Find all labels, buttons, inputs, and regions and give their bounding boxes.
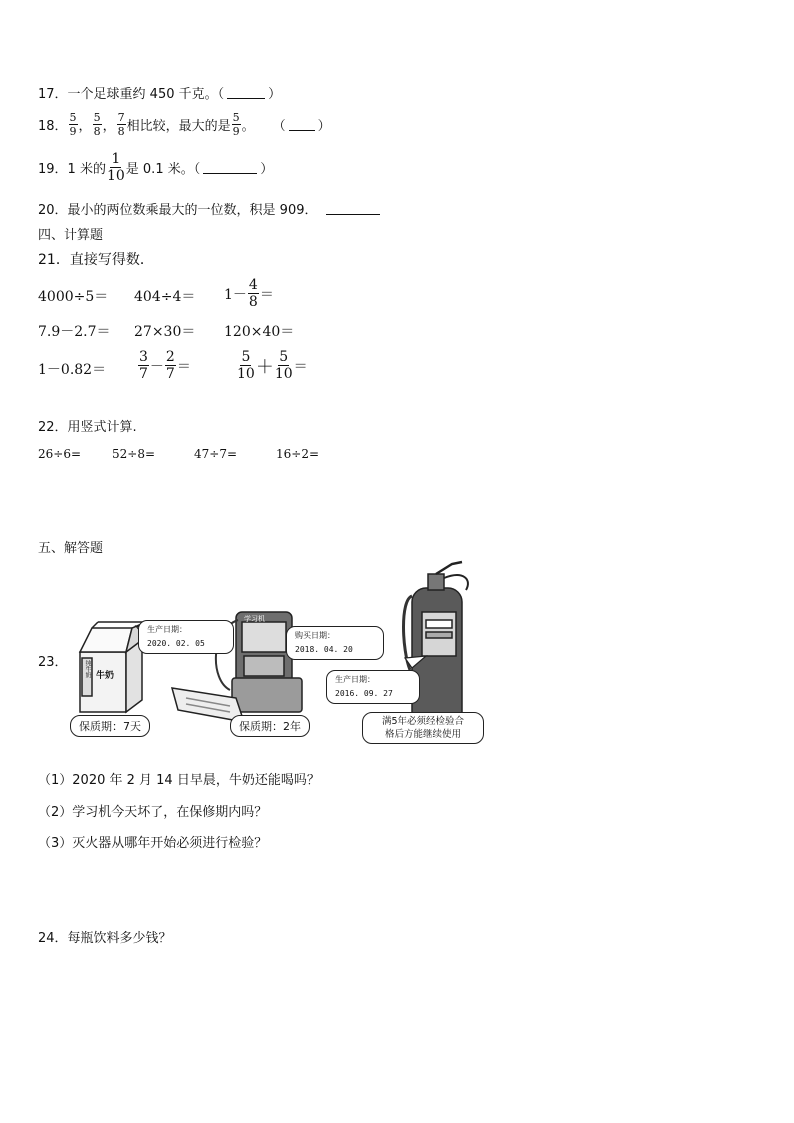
question-22-title: 22．用竖式计算. xyxy=(38,420,137,435)
fraction: $\frac{5}{8}$ xyxy=(93,111,101,138)
carton-side-label: 纯牛奶 xyxy=(84,660,91,678)
question-number: 19． xyxy=(38,162,68,177)
vertical-calc-item: 52÷8= xyxy=(112,447,156,461)
question-23-illustration xyxy=(60,560,490,755)
calc-item: 27×30＝ xyxy=(134,324,196,340)
carton-label: 牛奶 xyxy=(96,671,115,681)
note-line: 满5年必须经检验合 xyxy=(381,716,465,727)
calc-item: 1－ $\frac{4}{8}$ ＝ xyxy=(224,277,274,310)
separator: ， xyxy=(78,119,92,134)
calc-item: 404÷4＝ xyxy=(134,289,196,305)
sub-question: （1）2020 年 2 月 14 日早晨，牛奶还能喝吗？ xyxy=(38,773,320,788)
sub-question: （2）学习机今天坏了，在保修期内吗？ xyxy=(38,805,268,820)
section-heading: 四、计算题 xyxy=(38,228,104,243)
calc-item: $\frac{3}{7}$ － $\frac{2}{7}$ ＝ xyxy=(139,349,191,382)
extinguisher-note xyxy=(362,712,484,744)
question-21-title: 21．直接写得数． xyxy=(38,252,154,268)
question-20 xyxy=(38,199,383,218)
calc-item: 1－0.82＝ xyxy=(38,362,107,378)
question-17 xyxy=(38,83,281,102)
machine-date-bubble xyxy=(286,626,384,660)
date-value: 2016. 09. 27 xyxy=(335,689,393,698)
extinguisher-date-bubble xyxy=(326,670,420,704)
question-number: 20． xyxy=(38,203,68,218)
calc-item: 120×40＝ xyxy=(224,324,295,340)
fraction: $\frac{1}{10}$ xyxy=(106,151,125,184)
paren-close: ） xyxy=(268,87,282,102)
machine-warranty: 保质期：2年 xyxy=(230,715,310,737)
section-heading: 五、解答题 xyxy=(38,541,104,556)
fraction: $\frac{5}{9}$ xyxy=(69,111,77,138)
question-number: 23． xyxy=(38,655,68,670)
calc-item: 7.9－2.7＝ xyxy=(38,324,111,340)
answer-blank[interactable] xyxy=(227,86,265,99)
paren-open: （ xyxy=(272,119,286,134)
question-24: 24．每瓶饮料多少钱？ xyxy=(38,931,172,946)
label: 购买日期： xyxy=(295,631,335,640)
milk-shelf-life: 保质期：7天 xyxy=(70,715,150,737)
fraction: $\frac{4}{8}$ xyxy=(248,277,258,310)
fraction: $\frac{3}{7}$ xyxy=(139,349,148,382)
question-text: 最小的两位数乘最大的一位数，积是 909． xyxy=(67,203,318,218)
paren-close: ） xyxy=(317,119,331,134)
date-value: 2018. 04. 20 xyxy=(295,645,353,654)
label: 生产日期： xyxy=(335,675,375,684)
machine-screen-label: 学习机 xyxy=(244,615,265,623)
answer-blank[interactable] xyxy=(289,118,315,131)
question-text: 一个足球重约 450 千克。（ xyxy=(67,87,225,102)
date-value: 2020. 02. 05 xyxy=(147,639,205,648)
sub-question: （3）灭火器从哪年开始必须进行检验？ xyxy=(38,836,268,851)
question-text: 是 0.1 米。（ xyxy=(125,162,201,177)
vertical-calc-item: 16÷2= xyxy=(276,447,320,461)
calc-item: 4000÷5＝ xyxy=(38,289,109,305)
milk-date-bubble xyxy=(138,620,234,654)
fraction: $\frac{7}{8}$ xyxy=(117,111,125,138)
period: 。 xyxy=(241,119,255,134)
question-number: 17． xyxy=(38,87,68,102)
fraction: $\frac{5}{9}$ xyxy=(232,111,240,138)
calc-item: $\frac{5}{10}$ ＋ $\frac{5}{10}$ ＝ xyxy=(237,349,308,382)
question-19 xyxy=(38,152,273,183)
label: 生产日期： xyxy=(147,625,187,634)
fraction: $\frac{5}{10}$ xyxy=(237,349,255,382)
fraction: $\frac{5}{10}$ xyxy=(274,349,293,382)
note-line: 格后方能继续使用 xyxy=(384,729,461,740)
question-number: 18． xyxy=(38,119,68,134)
separator: ， xyxy=(102,119,116,134)
answer-blank[interactable] xyxy=(326,202,380,215)
vertical-calc-item: 26÷6= xyxy=(38,447,82,461)
fraction: $\frac{2}{7}$ xyxy=(165,349,175,382)
question-text: 相比较，最大的是 xyxy=(126,119,231,134)
question-text: 1 米的 xyxy=(67,162,106,177)
answer-blank[interactable] xyxy=(203,161,257,174)
question-18 xyxy=(38,112,331,137)
paren-close: ） xyxy=(260,162,274,177)
vertical-calc-item: 47÷7= xyxy=(194,447,238,461)
